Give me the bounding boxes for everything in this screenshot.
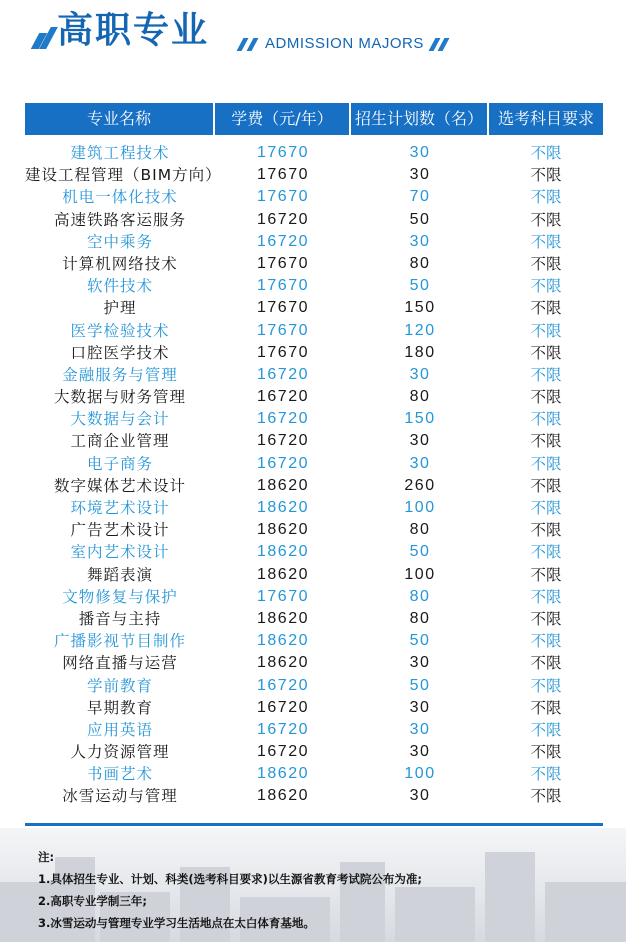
enrollment-quota-cell: 180 xyxy=(404,343,436,361)
table-row xyxy=(25,453,603,475)
enrollment-quota-cell: 150 xyxy=(404,410,436,428)
enrollment-quota-cell: 30 xyxy=(409,232,431,250)
enrollment-quota-cell: 30 xyxy=(409,743,431,761)
enrollment-quota-cell: 30 xyxy=(409,144,431,161)
table-row xyxy=(25,320,603,342)
tuition-fee-cell: 16720 xyxy=(257,720,309,738)
subtitle-slash-decoration xyxy=(247,38,259,51)
table-header xyxy=(25,103,603,135)
tuition-fee-cell: 18620 xyxy=(257,632,309,650)
enrollment-quota-cell: 50 xyxy=(409,210,431,228)
tuition-fee-cell: 18620 xyxy=(257,543,309,561)
table-row xyxy=(25,142,603,164)
enrollment-quota-cell: 80 xyxy=(409,388,431,406)
table-row xyxy=(25,342,603,364)
table-row xyxy=(25,519,603,541)
tuition-fee-cell: 16720 xyxy=(257,410,309,428)
tuition-fee-cell: 17670 xyxy=(257,277,309,295)
subject-requirement-cell: 不限 xyxy=(530,521,562,540)
major-name-cell: 工商企业管理 xyxy=(70,432,170,451)
table-row xyxy=(25,253,603,275)
subject-requirement-cell: 不限 xyxy=(530,144,562,162)
column-header-name: 专业名称 xyxy=(25,103,215,135)
notes-title: 注: xyxy=(38,850,55,864)
table-row xyxy=(25,364,603,386)
table-row xyxy=(25,541,603,563)
enrollment-quota-cell: 30 xyxy=(409,454,431,472)
tuition-fee-cell: 17670 xyxy=(257,343,309,361)
table-row xyxy=(25,386,603,408)
major-name-cell: 书画艺术 xyxy=(86,765,153,784)
tuition-fee-cell: 16720 xyxy=(257,676,309,694)
note-item: 2.高职专业学制三年; xyxy=(38,894,147,908)
tuition-fee-cell: 18620 xyxy=(257,476,309,494)
major-name-cell: 大数据与会计 xyxy=(70,410,170,429)
major-name-cell: 计算机网络技术 xyxy=(62,254,178,273)
table-row xyxy=(25,564,603,586)
subject-requirement-cell: 不限 xyxy=(530,365,562,384)
tuition-fee-cell: 17670 xyxy=(257,166,309,184)
tuition-fee-cell: 16720 xyxy=(257,210,309,228)
major-name-cell: 大数据与财务管理 xyxy=(53,388,186,407)
enrollment-quota-cell: 150 xyxy=(404,299,436,317)
enrollment-quota-cell: 30 xyxy=(409,654,431,672)
page-header xyxy=(0,0,626,70)
subject-requirement-cell: 不限 xyxy=(530,565,562,584)
subject-requirement-cell: 不限 xyxy=(530,499,562,517)
tuition-fee-cell: 18620 xyxy=(257,765,309,783)
major-name-cell: 文物修复与保护 xyxy=(62,587,178,606)
table-row xyxy=(25,209,603,231)
subject-requirement-cell: 不限 xyxy=(530,410,562,429)
major-name-cell: 网络直播与运营 xyxy=(62,654,178,673)
major-name-cell: 软件技术 xyxy=(86,277,153,296)
enrollment-quota-cell: 100 xyxy=(404,499,436,516)
tuition-fee-cell: 16720 xyxy=(257,698,309,716)
major-name-cell: 人力资源管理 xyxy=(70,743,170,762)
subject-requirement-cell: 不限 xyxy=(530,543,562,562)
table-row xyxy=(25,475,603,497)
major-name-cell: 机电一体化技术 xyxy=(62,188,178,207)
enrollment-quota-cell: 50 xyxy=(409,632,431,650)
major-name-cell: 应用英语 xyxy=(86,720,153,739)
subject-requirement-cell: 不限 xyxy=(530,632,562,651)
enrollment-quota-cell: 80 xyxy=(409,609,431,627)
column-header-quota: 招生计划数（名） xyxy=(351,103,489,135)
enrollment-quota-cell: 80 xyxy=(409,521,431,539)
enrollment-quota-cell: 80 xyxy=(409,254,431,272)
major-name-cell: 医学检验技术 xyxy=(70,321,170,340)
tuition-fee-cell: 16720 xyxy=(257,454,309,472)
subject-requirement-cell: 不限 xyxy=(530,720,562,739)
tuition-fee-cell: 18620 xyxy=(257,654,309,672)
notes-section xyxy=(38,846,608,934)
table-row xyxy=(25,297,603,319)
page-title: 高职专业 xyxy=(57,10,210,51)
major-name-cell: 口腔医学技术 xyxy=(70,343,170,362)
note-item: 3.冰雪运动与管理专业学习生活地点在太白体育基地。 xyxy=(38,916,315,930)
subject-requirement-cell: 不限 xyxy=(530,432,562,451)
major-name-cell: 护理 xyxy=(103,299,137,318)
table-row xyxy=(25,719,603,741)
enrollment-quota-cell: 70 xyxy=(409,188,431,206)
tuition-fee-cell: 18620 xyxy=(257,565,309,583)
subject-requirement-cell: 不限 xyxy=(530,787,562,806)
enrollment-quota-cell: 80 xyxy=(409,587,431,605)
major-name-cell: 学前教育 xyxy=(86,676,153,695)
enrollment-quota-cell: 50 xyxy=(409,277,431,295)
major-name-cell: 建筑工程技术 xyxy=(70,144,170,162)
table-row xyxy=(25,275,603,297)
subject-requirement-cell: 不限 xyxy=(530,277,562,296)
table-body xyxy=(25,142,603,808)
subject-requirement-cell: 不限 xyxy=(530,676,562,695)
table-row xyxy=(25,763,603,785)
enrollment-quota-cell: 30 xyxy=(409,166,431,184)
tuition-fee-cell: 17670 xyxy=(257,254,309,272)
subject-requirement-cell: 不限 xyxy=(530,743,562,762)
tuition-fee-cell: 16720 xyxy=(257,743,309,761)
table-row xyxy=(25,186,603,208)
table-row xyxy=(25,497,603,519)
subject-requirement-cell: 不限 xyxy=(530,210,562,229)
subject-requirement-cell: 不限 xyxy=(530,698,562,717)
tuition-fee-cell: 16720 xyxy=(257,432,309,450)
note-item: 1.具体招生专业、计划、科类(选考科目要求)以生源省教育考试院公布为准; xyxy=(38,872,422,886)
tuition-fee-cell: 16720 xyxy=(257,232,309,250)
major-name-cell: 播音与主持 xyxy=(78,609,162,628)
table-row xyxy=(25,630,603,652)
tuition-fee-cell: 17670 xyxy=(257,321,309,339)
tuition-fee-cell: 18620 xyxy=(257,787,309,805)
table-row xyxy=(25,652,603,674)
table-row xyxy=(25,430,603,452)
major-name-cell: 建设工程管理（BIM方向） xyxy=(25,166,222,185)
table-row xyxy=(25,164,603,186)
enrollment-quota-cell: 50 xyxy=(409,676,431,694)
enrollment-quota-cell: 50 xyxy=(409,543,431,561)
enrollment-quota-cell: 100 xyxy=(404,765,436,783)
page-subtitle: ADMISSION MAJORS xyxy=(265,35,424,52)
subject-requirement-cell: 不限 xyxy=(530,166,562,185)
major-name-cell: 电子商务 xyxy=(86,454,153,473)
tuition-fee-cell: 17670 xyxy=(257,188,309,206)
subject-requirement-cell: 不限 xyxy=(530,388,562,407)
table-row xyxy=(25,608,603,630)
table-row xyxy=(25,231,603,253)
table-row xyxy=(25,586,603,608)
major-name-cell: 舞蹈表演 xyxy=(86,565,153,584)
table-row xyxy=(25,741,603,763)
subject-requirement-cell: 不限 xyxy=(530,454,562,473)
table-row xyxy=(25,785,603,807)
column-header-requirement: 选考科目要求 xyxy=(497,109,594,128)
table-row xyxy=(25,697,603,719)
tuition-fee-cell: 18620 xyxy=(257,609,309,627)
subject-requirement-cell: 不限 xyxy=(530,765,562,784)
tuition-fee-cell: 18620 xyxy=(257,521,309,539)
enrollment-quota-cell: 30 xyxy=(409,720,431,738)
tuition-fee-cell: 16720 xyxy=(257,388,309,406)
major-name-cell: 广播影视节目制作 xyxy=(53,632,186,651)
enrollment-quota-cell: 30 xyxy=(409,787,431,805)
major-name-cell: 环境艺术设计 xyxy=(70,499,170,517)
tuition-fee-cell: 18620 xyxy=(257,499,309,516)
subject-requirement-cell: 不限 xyxy=(530,654,562,673)
subject-requirement-cell: 不限 xyxy=(530,299,562,318)
major-name-cell: 空中乘务 xyxy=(86,232,153,251)
enrollment-quota-cell: 120 xyxy=(404,321,436,339)
major-name-cell: 广告艺术设计 xyxy=(70,521,170,540)
major-name-cell: 室内艺术设计 xyxy=(70,543,170,562)
major-name-cell: 早期教育 xyxy=(86,698,153,717)
column-header-fee: 学费（元/年） xyxy=(215,103,351,135)
subject-requirement-cell: 不限 xyxy=(530,232,562,251)
major-name-cell: 数字媒体艺术设计 xyxy=(53,476,186,495)
enrollment-quota-cell: 30 xyxy=(409,432,431,450)
enrollment-quota-cell: 100 xyxy=(404,565,436,583)
enrollment-quota-cell: 30 xyxy=(409,698,431,716)
subject-requirement-cell: 不限 xyxy=(530,343,562,362)
table-row xyxy=(25,675,603,697)
table-row xyxy=(25,408,603,430)
major-name-cell: 冰雪运动与管理 xyxy=(62,787,178,806)
tuition-fee-cell: 17670 xyxy=(257,144,309,161)
tuition-fee-cell: 17670 xyxy=(257,587,309,605)
subject-requirement-cell: 不限 xyxy=(530,609,562,628)
tuition-fee-cell: 16720 xyxy=(257,365,309,383)
enrollment-quota-cell: 30 xyxy=(409,365,431,383)
enrollment-quota-cell: 260 xyxy=(404,476,436,494)
subject-requirement-cell: 不限 xyxy=(530,587,562,606)
subject-requirement-cell: 不限 xyxy=(530,476,562,495)
table-bottom-divider xyxy=(25,823,603,826)
tuition-fee-cell: 17670 xyxy=(257,299,309,317)
major-name-cell: 金融服务与管理 xyxy=(62,365,178,384)
subject-requirement-cell: 不限 xyxy=(530,188,562,207)
subject-requirement-cell: 不限 xyxy=(530,254,562,273)
major-name-cell: 高速铁路客运服务 xyxy=(53,210,186,229)
subject-requirement-cell: 不限 xyxy=(530,321,562,340)
